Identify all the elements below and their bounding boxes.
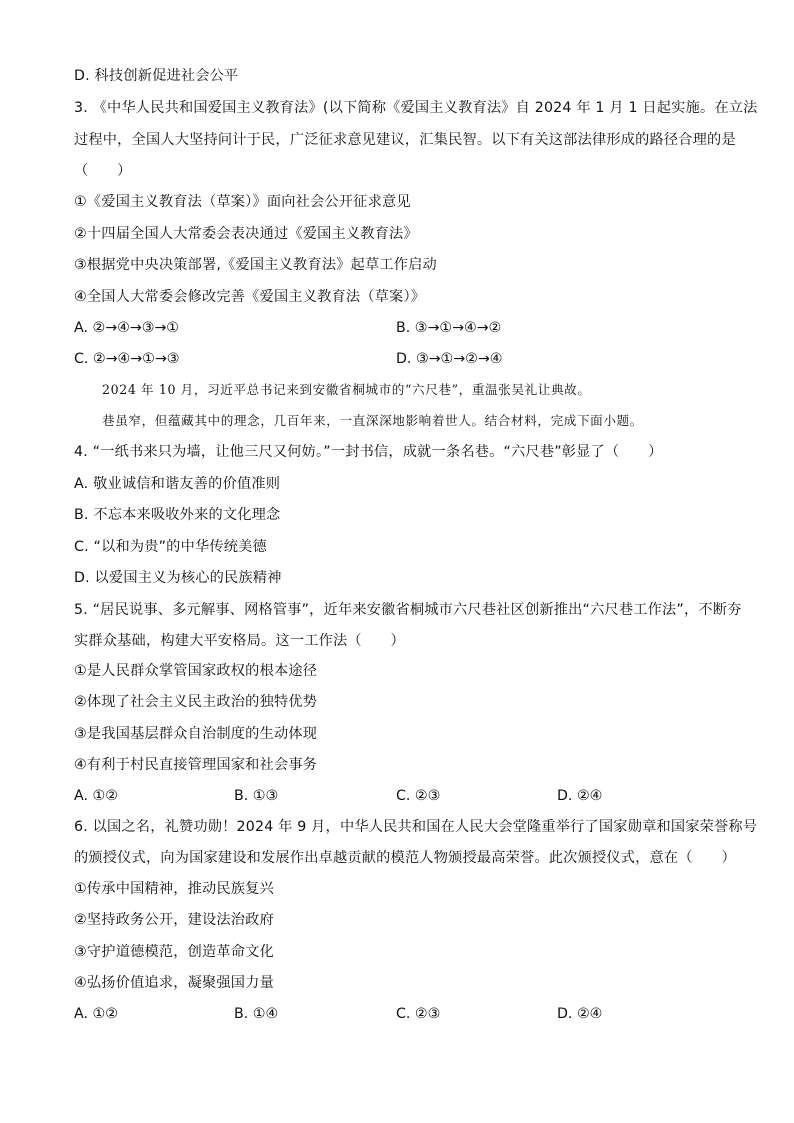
q3-item-2: ②十四届全国人大常委会表决通过《爱国主义教育法》 (74, 226, 418, 242)
q3-stem-line-1: 3. 《中华人民共和国爱国主义教育法》(以下简称《爱国主义教育法》自 2024 年 1 月 1 日起实施。在立法 (74, 100, 758, 116)
q3-option-c: C. ②→④→①→③ (74, 351, 180, 367)
q3-item-1: ①《爱国主义教育法（草案）》面向社会公开征求意见 (74, 194, 411, 210)
q6-option-a: A. ①② (74, 1006, 118, 1022)
option-d-previous-question: D. 科技创新促进社会公平 (74, 68, 239, 84)
q5-stem-line-2: 实群众基础，构建大平安格局。这一工作法（ ） (74, 633, 405, 649)
q4-option-c: C. “以和为贵”的中华传统美德 (74, 539, 267, 555)
q5-item-4: ④有利于村民直接管理国家和社会事务 (74, 757, 318, 773)
q5-item-1: ①是人民群众掌管国家政权的根本途径 (74, 663, 318, 679)
q6-stem-line-2: 的颁授仪式，向为国家建设和发展作出卓越贡献的模范人物颁授最高荣誉。此次颁授仪式，意在（ ） (74, 850, 736, 866)
q5-item-2: ②体现了社会主义民主政治的独特优势 (74, 694, 318, 710)
q4-option-b: B. 不忘本来吸收外来的文化理念 (74, 507, 281, 523)
q5-option-d: D. ②④ (557, 788, 603, 804)
q5-option-c: C. ②③ (396, 788, 441, 804)
q6-option-b: B. ①④ (234, 1006, 279, 1022)
q6-option-d: D. ②④ (557, 1006, 603, 1022)
q3-option-a: A. ②→④→③→① (74, 320, 180, 336)
q5-stem-line-1: 5. “居民说事、多元解事、网格管事”，近年来安徽省桐城市六尺巷社区创新推出“六尺巷工作法”，不断夯 (74, 602, 742, 618)
q4-option-a: A. 敬业诚信和谐友善的价值准则 (74, 476, 281, 492)
q3-item-3: ③根据党中央决策部署,《爱国主义教育法》起草工作启动 (74, 257, 437, 273)
q3-option-b: B. ③→①→④→② (396, 320, 502, 336)
q6-item-4: ④弘扬价值追求，凝聚强国力量 (74, 975, 274, 991)
q3-item-4: ④全国人大常委会修改完善《爱国主义教育法（草案）》 (74, 289, 426, 305)
q5-option-a: A. ①② (74, 788, 118, 804)
q4-option-d: D. 以爱国主义为核心的民族精神 (74, 570, 282, 586)
q6-item-3: ③守护道德模范，创造革命文化 (74, 944, 274, 960)
q3-answer-blank: （ ） (74, 163, 132, 179)
q5-item-3: ③是我国基层群众自治制度的生动体现 (74, 726, 318, 742)
q6-stem-line-1: 6. 以国之名，礼赞功勋！2024 年 9 月，中华人民共和国在人民大会堂隆重举行了国家勋章和国家荣誉称号 (74, 819, 758, 835)
material-line-1: 2024 年 10 月，习近平总书记来到安徽省桐城市的“六尺巷”，重温张吴礼让典故。 (102, 382, 591, 397)
material-line-2: 巷虽窄，但蕴藏其中的理念，几百年来，一直深深地影响着世人。结合材料，完成下面小题。 (102, 413, 643, 428)
q3-stem-line-2: 过程中，全国人大坚持问计于民，广泛征求意见建议，汇集民智。以下有关这部法律形成的路径合理的是 (74, 132, 736, 148)
q4-stem: 4. “一纸书来只为墙，让他三尺又何妨。”一封书信，成就一条名巷。“六尺巷”彰显了（ ） (74, 444, 663, 460)
q3-option-d: D. ③→①→②→④ (396, 351, 503, 367)
q6-item-2: ②坚持政务公开，建设法治政府 (74, 912, 274, 928)
q6-item-1: ①传承中国精神，推动民族复兴 (74, 881, 274, 897)
q6-option-c: C. ②③ (396, 1006, 441, 1022)
q5-option-b: B. ①③ (234, 788, 279, 804)
